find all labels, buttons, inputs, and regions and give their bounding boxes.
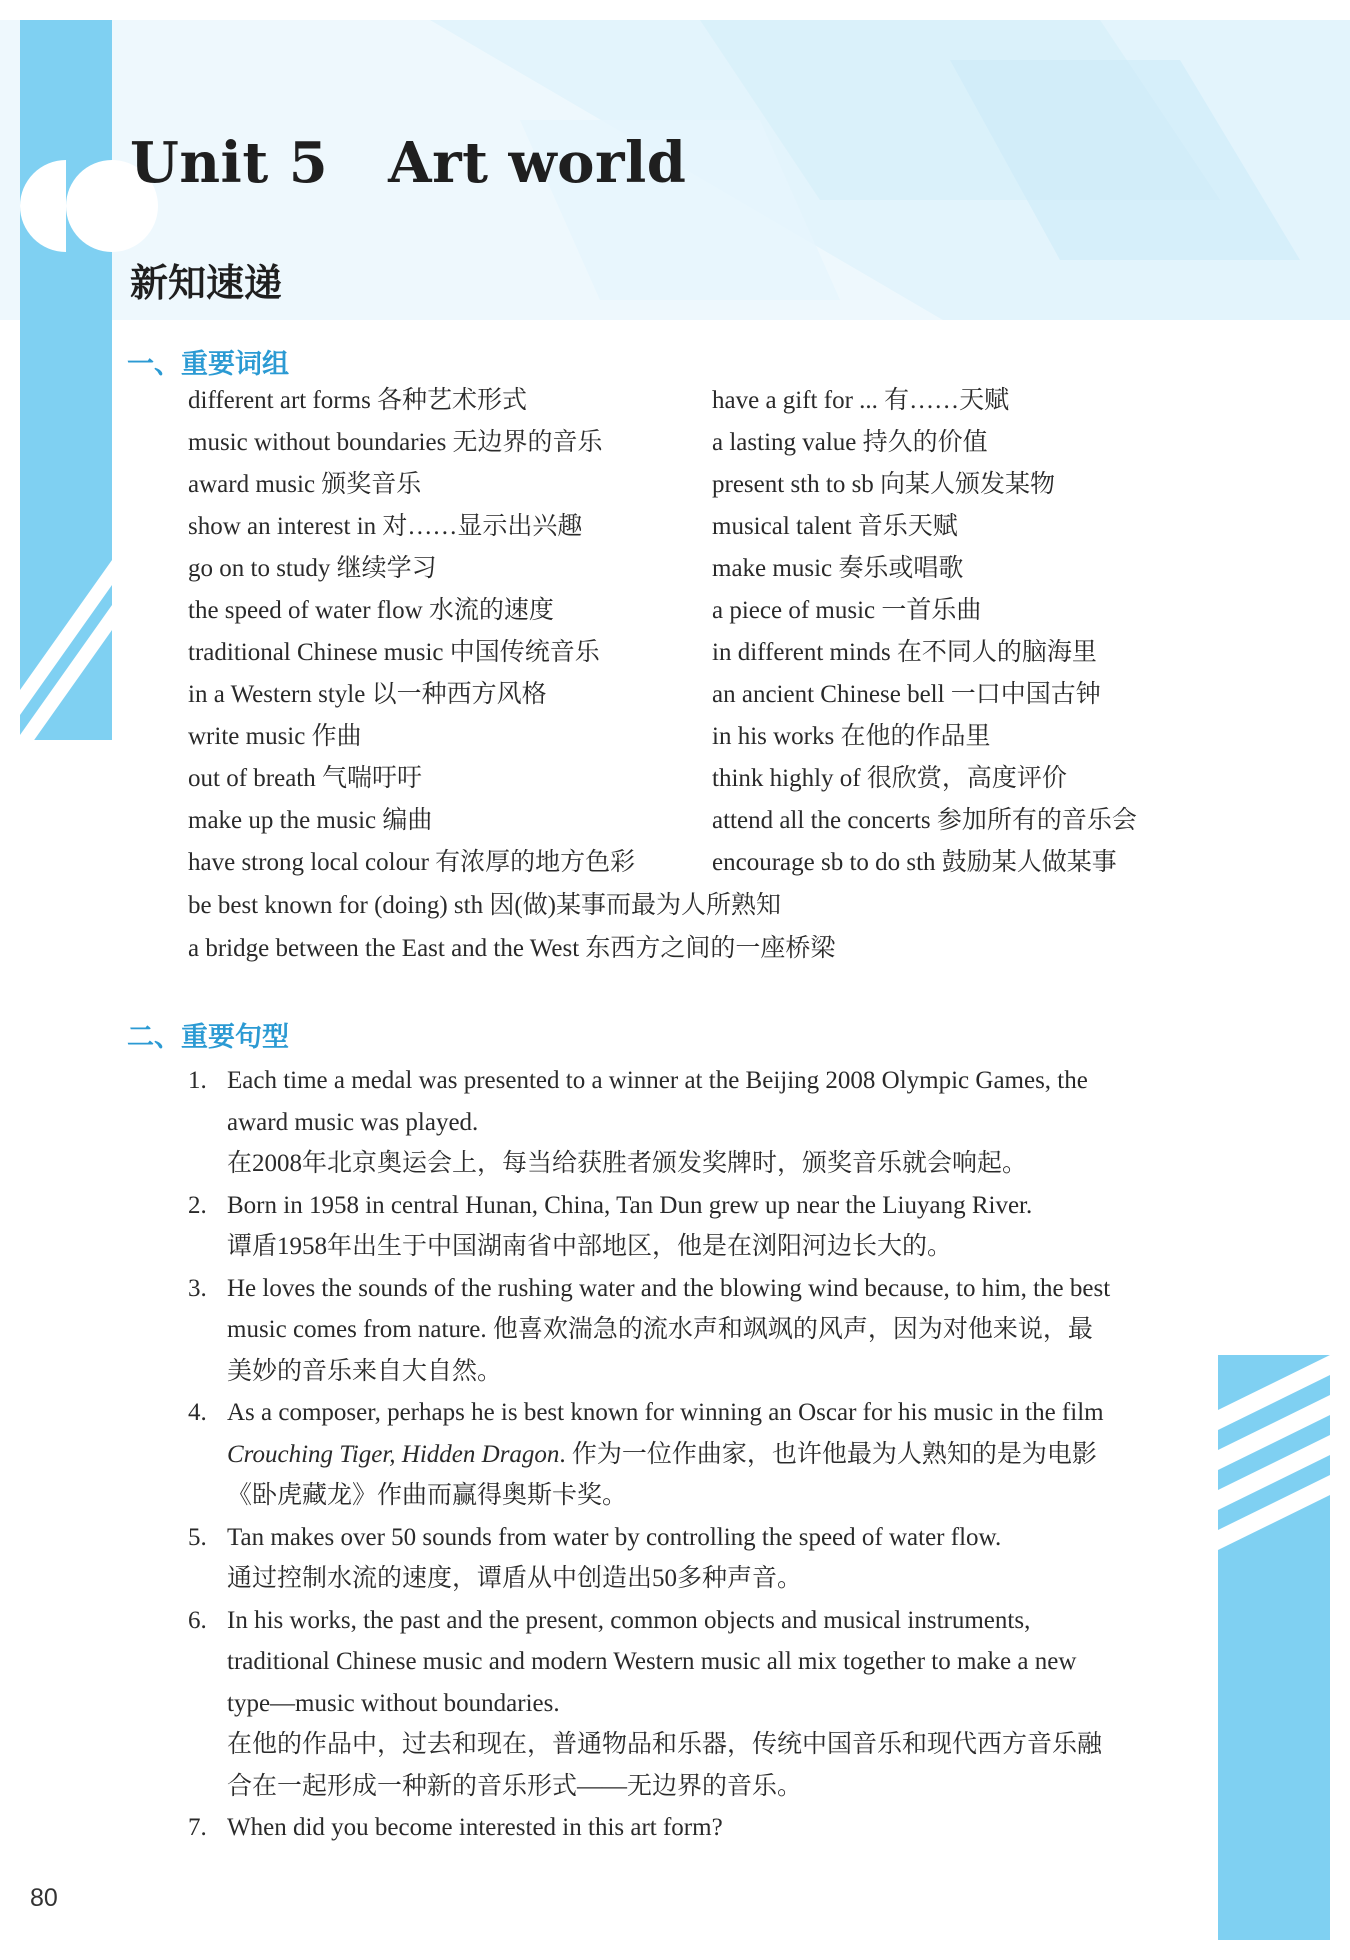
phrase-item: a piece of music 一首乐曲 (712, 597, 982, 624)
sentence-item (188, 1268, 1218, 1393)
phrase-item: a lasting value 持久的价值 (712, 429, 988, 456)
sentence-line: traditional Chinese music and modern Western music all mix together to make a new (227, 1648, 1077, 1675)
phrase-item: the speed of water flow 水流的速度 (188, 597, 554, 624)
sentence-item (188, 1060, 1218, 1185)
sentence-number: 5. (188, 1523, 207, 1551)
sentence-line: type—music without boundaries. (227, 1689, 560, 1717)
phrases-heading: 一、重要词组 (127, 349, 289, 380)
phrase-item: music without boundaries 无边界的音乐 (188, 429, 603, 456)
phrase-item: in a Western style 以一种西方风格 (188, 681, 547, 708)
sentence-line: 合在一起形成一种新的音乐形式——无边界的音乐。 (227, 1772, 803, 1800)
phrase-item: have strong local colour 有浓厚的地方色彩 (188, 849, 636, 876)
phrase-item-full: a bridge between the East and the West 东西方之间的一座桥梁 (188, 935, 836, 962)
phrase-item: an ancient Chinese bell 一口中国古钟 (712, 681, 1101, 708)
sentence-line: music comes from nature. 他喜欢湍急的流水声和飒飒的风声，因为对他来说，最 (227, 1316, 1093, 1343)
phrase-item: different art forms 各种艺术形式 (188, 387, 528, 414)
sentence-line: award music was played. (227, 1108, 479, 1136)
sentence-number: 2. (188, 1191, 207, 1219)
phrase-item-full: be best known for (doing) sth 因(做)某事而最为人所熟知 (188, 892, 781, 919)
sentence-line: 通过控制水流的速度，谭盾从中创造出50多种声音。 (227, 1565, 803, 1592)
phrase-item: write music 作曲 (188, 723, 362, 750)
phrase-item: out of breath 气喘吁吁 (188, 765, 422, 792)
phrase-item: musical talent 音乐天赋 (712, 513, 958, 540)
sentence-number: 1. (188, 1067, 207, 1094)
phrase-item: go on to study 继续学习 (188, 555, 437, 582)
unit-title: Unit 5 Art world (130, 130, 687, 196)
sentence-line: In his works, the past and the present, common objects and musical instruments, (227, 1606, 1031, 1634)
sentence-line: 《卧虎藏龙》作曲而赢得奥斯卡奖。 (227, 1482, 628, 1509)
sentence-line: Tan makes over 50 sounds from water by controlling the speed of water flow. (227, 1523, 1002, 1551)
phrase-item: present sth to sb 向某人颁发某物 (712, 471, 1056, 498)
sentences-heading: 二、重要句型 (127, 1022, 289, 1053)
phrase-item: in different minds 在不同人的脑海里 (712, 639, 1097, 666)
phrase-item: make up the music 编曲 (188, 807, 433, 834)
sentence-item (188, 1517, 1218, 1600)
sentence-number: 3. (188, 1274, 207, 1302)
phrase-item: attend all the concerts 参加所有的音乐会 (712, 807, 1137, 834)
sentence-item (188, 1392, 1218, 1517)
sentence-item (188, 1600, 1218, 1808)
sentence-number: 6. (188, 1606, 207, 1634)
sentence-line: As a composer, perhaps he is best known for winning an Oscar for his music in the film (227, 1399, 1104, 1426)
phrase-item: in his works 在他的作品里 (712, 723, 991, 750)
phrase-item: think highly of 很欣赏，高度评价 (712, 765, 1067, 792)
phrase-item: encourage sb to do sth 鼓励某人做某事 (712, 849, 1117, 876)
phrase-item: traditional Chinese music 中国传统音乐 (188, 639, 600, 666)
section-title: 新知速递 (130, 261, 283, 305)
sentence-number: 4. (188, 1399, 207, 1426)
sentence-line: 谭盾1958年出生于中国湖南省中部地区，他是在浏阳河边长大的。 (227, 1233, 953, 1260)
sentence-line-rest: . 作为一位作曲家，也许他最为人熟知的是为电影 (559, 1440, 1097, 1468)
sentence-line: Born in 1958 in central Hunan, China, Tan Dun grew up near the Liuyang River. (227, 1191, 1033, 1219)
phrase-item: show an interest in 对……显示出兴趣 (188, 513, 583, 540)
film-title: Crouching Tiger, Hidden Dragon (227, 1440, 560, 1468)
page-number: 80 (30, 1884, 58, 1912)
phrase-item: award music 颁奖音乐 (188, 471, 422, 498)
sentence-line: 在他的作品中，过去和现在，普通物品和乐器，传统中国音乐和现代西方音乐融 (227, 1731, 1103, 1758)
sentence-item (188, 1807, 1218, 1849)
sentence-line: Each time a medal was presented to a winner at the Beijing 2008 Olympic Games, the (227, 1067, 1088, 1094)
phrase-item: have a gift for ... 有……天赋 (712, 387, 1010, 414)
sentence-line: 美妙的音乐来自大自然。 (227, 1357, 503, 1385)
sentence-line: 在2008年北京奥运会上，每当给获胜者颁发奖牌时，颁奖音乐就会响起。 (227, 1150, 1028, 1177)
sentence-list (188, 1060, 1218, 1849)
sentence-line: When did you become interested in this art form? (227, 1814, 723, 1841)
sentence-line-mixed (227, 1434, 1218, 1476)
phrase-item: make music 奏乐或唱歌 (712, 555, 964, 582)
sentence-item (188, 1185, 1218, 1268)
sentence-number: 7. (188, 1814, 207, 1841)
sentence-line: He loves the sounds of the rushing water and the blowing wind because, to him, the best (227, 1274, 1111, 1302)
